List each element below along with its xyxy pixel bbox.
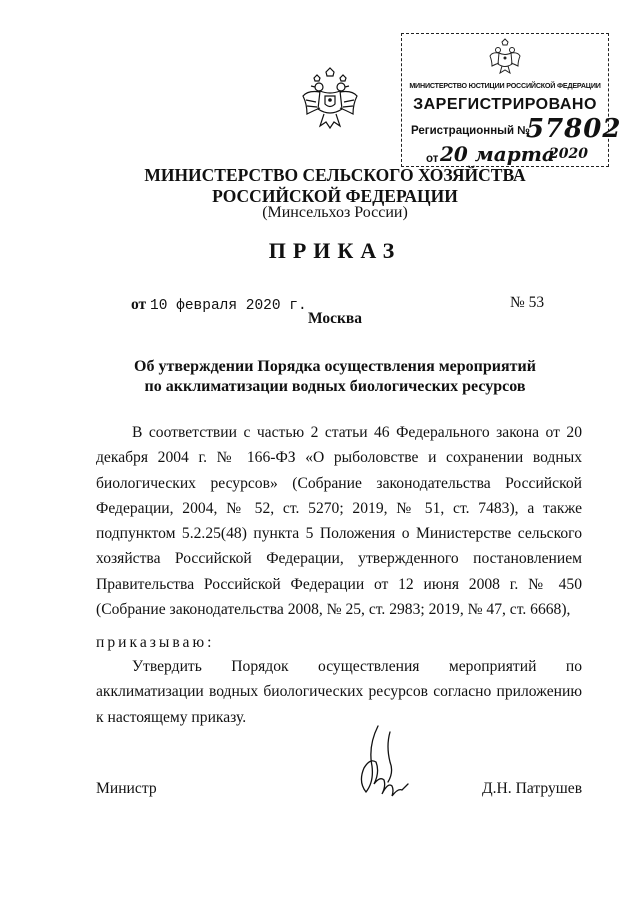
resolution-paragraph: Утвердить Порядок осуществления мероприятий по акклиматизации водных биологических ресурсов согласно приложению к настоящему приказу. <box>96 658 582 726</box>
order-city: Москва <box>307 310 363 327</box>
ministry-name-line1: МИНИСТЕРСТВО СЕЛЬСКОГО ХОЗЯЙСТВА <box>144 165 526 185</box>
handwritten-signature <box>338 722 428 812</box>
stamp-number-label: Регистрационный № <box>411 125 531 137</box>
order-number: № 53 <box>510 294 545 311</box>
stamp-date-prefix: от <box>426 153 439 165</box>
registration-stamp <box>401 33 622 167</box>
order-title-line1: Об утверждении Порядка осуществления мероприятий <box>134 358 536 375</box>
order-date-value: 10 февраля 2020 г. <box>150 298 307 314</box>
order-title-line2: по акклиматизации водных биологических ресурсов <box>144 378 526 395</box>
coat-of-arms-emblem <box>300 66 360 132</box>
preamble-paragraph: В соответствии с частью 2 статьи 46 Федерального закона от 20 декабря 2004 г. № 166-ФЗ «О рыболовстве и сохранении водных биологических ресурсов» (Собрание законодательства Российской Федерации, 2004, № 52, ст. 5270; 2019, № 51, ст. 7483), а также подпунктом 5.2.25(48) пункта 5 Положения о Министерстве сельского хозяйства Российской Федерации, утвержденного постановлением Правительства Российской Федерации от 12 июня 2008 г. № 450 (Собрание законодательства 2008, № 25, ст. 2983; 2019, № 47, ст. 6668), <box>96 424 582 619</box>
order-word: приказываю: <box>96 634 215 651</box>
stamp-emblem-icon <box>488 38 522 76</box>
document-type-heading: ПРИКАЗ <box>268 238 402 263</box>
stamp-year: 2020 <box>549 146 588 162</box>
order-date-prefix: от <box>131 296 147 313</box>
signatory-name: Д.Н. Патрушев <box>482 780 583 797</box>
stamp-registration-number: 57802 <box>526 114 622 144</box>
ministry-name-line2: РОССИЙСКОЙ ФЕДЕРАЦИИ <box>212 186 458 206</box>
signatory-position: Министр <box>96 780 157 797</box>
stamp-date: 20 марта <box>440 142 555 166</box>
stamp-ministry-name: МИНИСТЕРСТВО ЮСТИЦИИ РОССИЙСКОЙ ФЕДЕРАЦИИ <box>409 81 601 90</box>
stamp-registered-label: ЗАРЕГИСТРИРОВАНО <box>413 96 597 113</box>
ministry-short-name: (Минсельхоз России) <box>262 204 408 221</box>
